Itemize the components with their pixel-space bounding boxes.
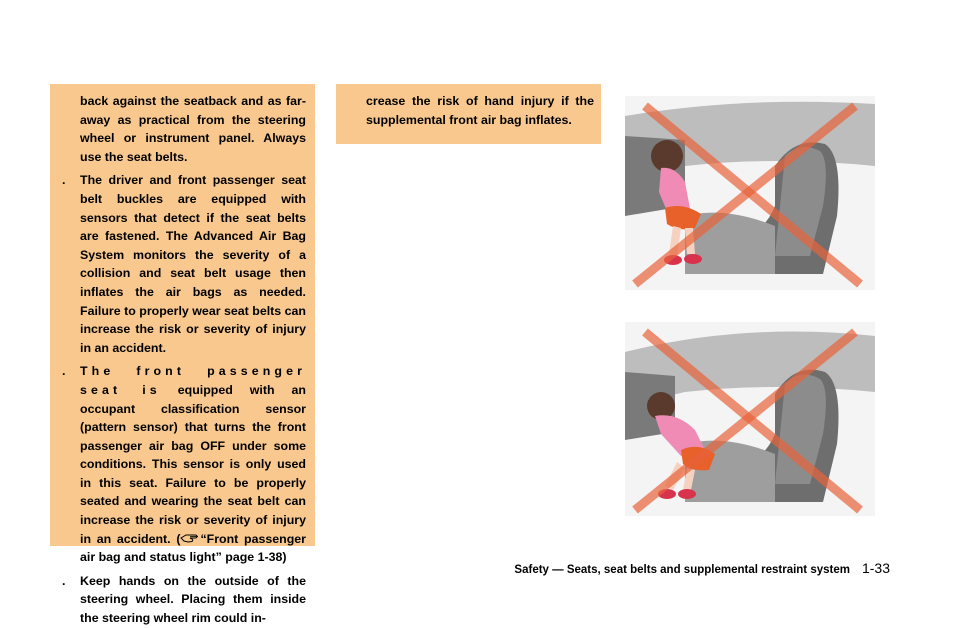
intro-paragraph: back against the seatback and as far-away as practical from the steering wheel or instrument panel. Always use the seat belts. <box>80 94 306 164</box>
footer-section-title: Safety — Seats, seat belts and supplemental restraint system <box>514 564 850 576</box>
page-number: 1-33 <box>861 560 890 576</box>
illustration-child-dashboard <box>625 96 875 290</box>
illustration-child-leaning-forward <box>625 322 875 516</box>
bullet-marker: . <box>62 173 66 188</box>
page-footer <box>514 560 890 576</box>
bullet-marker: . <box>62 364 66 379</box>
reference-link-text[interactable]: “Front passenger air bag and status light” page 1-38) <box>80 531 306 565</box>
reference-hand-icon <box>180 531 200 543</box>
bullet-hands-outside <box>58 572 306 628</box>
bullet-text: Keep hands on the outside of the steering wheel. Placing them inside the steering wheel rim could in- <box>80 573 306 626</box>
right-column <box>344 92 594 129</box>
bullet-text: The driver and front passenger seat belt buckles are equipped with sensors that detect if the seat belts are fastened. The Advanced Air Bag System monitors the severity of a collision and seat belt usage then inflates the air bags as needed. Failure to properly wear seat belts can increase the risk or severity of injury in an accident. <box>80 173 306 355</box>
left-column <box>58 92 306 628</box>
bullet-marker: . <box>62 573 66 588</box>
continuation-paragraph: crease the risk of hand injury if the supplemental front air bag inflates. <box>366 94 594 127</box>
bullet-text: equipped with an occupant classification sensor (pattern sensor) that turns the front passenger air bag OFF under some conditions. This sensor is only used in this seat. Failure to be properly seated and wearing the seat belt can increase the risk or severity of injury in an accident. ( <box>80 382 306 546</box>
bullet-seat-belt-sensors <box>58 171 306 357</box>
bullet-occupant-sensor <box>58 362 306 567</box>
bullet-spread-text: The front passenger seat is <box>80 364 306 397</box>
